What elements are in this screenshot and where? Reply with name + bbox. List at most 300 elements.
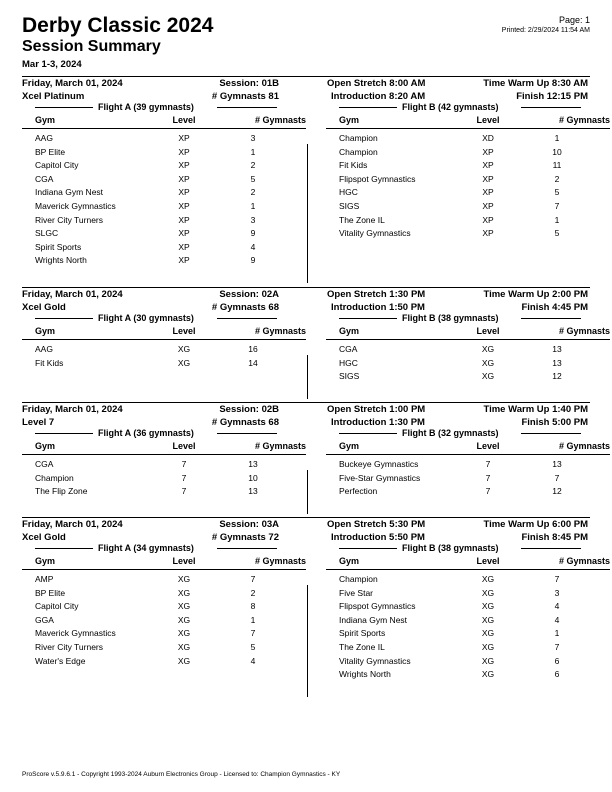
flight-a xyxy=(22,428,306,499)
table-row xyxy=(326,587,610,601)
gym-level: XG xyxy=(481,357,495,368)
table-row xyxy=(22,627,306,641)
open-stretch-time: Open Stretch 5:30 PM xyxy=(327,519,426,530)
gymnast-count: 1 xyxy=(250,614,256,625)
gym-level: XG xyxy=(177,357,191,368)
gym-name: Water's Edge xyxy=(35,655,86,666)
gym-level: XG xyxy=(481,344,495,354)
session-level: Xcel Platinum xyxy=(22,91,85,102)
introduction-time: Introduction 8:20 AM xyxy=(331,91,426,102)
col-gymnasts: # Gymnasts xyxy=(558,326,610,336)
gym-name: SIGS xyxy=(339,371,360,382)
gym-name: Fit Kids xyxy=(339,160,368,171)
report-subtitle: Session Summary xyxy=(22,38,161,55)
flight-title-text: Flight B (38 gymnasts) xyxy=(402,313,499,323)
flight-rows xyxy=(326,455,610,499)
gym-name: Indiana Gym Nest xyxy=(35,187,104,198)
gym-name: River City Turners xyxy=(35,641,104,652)
session-level: Level 7 xyxy=(22,417,55,428)
col-level: Level xyxy=(476,115,500,125)
gymnast-count: 10 xyxy=(552,146,562,157)
flight-divider xyxy=(307,355,308,399)
col-gymnasts: # Gymnasts xyxy=(558,115,610,125)
gym-name: AAG xyxy=(35,344,53,354)
flight-b xyxy=(326,102,610,241)
gym-level: XG xyxy=(177,614,191,625)
gym-name: SIGS xyxy=(339,200,360,211)
table-row xyxy=(326,200,610,214)
col-level: Level xyxy=(476,326,500,336)
table-row xyxy=(22,241,306,255)
gym-level: XG xyxy=(177,601,191,612)
table-row xyxy=(22,587,306,601)
title-rule-right xyxy=(217,107,277,108)
flight-title xyxy=(22,428,306,440)
warm-up-time: Time Warm Up 1:40 PM xyxy=(483,404,588,415)
table-row xyxy=(326,655,610,669)
title-rule-left xyxy=(35,548,93,549)
table-row xyxy=(326,132,610,146)
column-header xyxy=(22,114,306,129)
gym-name: Champion xyxy=(339,146,378,157)
table-row xyxy=(22,641,306,655)
flight-b xyxy=(326,313,610,384)
open-stretch-time: Open Stretch 1:00 PM xyxy=(327,404,426,415)
gym-level: XG xyxy=(177,574,191,584)
gym-name: Vitality Gymnastics xyxy=(339,228,411,239)
title-rule-right xyxy=(217,548,277,549)
gymnast-count: 1 xyxy=(554,133,560,143)
gymnast-count: 13 xyxy=(552,459,562,469)
gym-name: Spirit Sports xyxy=(339,628,386,639)
gym-level: XG xyxy=(177,344,191,354)
gym-name: Maverick Gymnastics xyxy=(35,628,116,639)
table-row xyxy=(22,614,306,628)
title-rule-left xyxy=(339,318,397,319)
col-level: Level xyxy=(172,556,196,566)
session-block xyxy=(22,76,610,266)
gym-level: XP xyxy=(178,133,190,143)
table-row xyxy=(326,668,610,682)
gym-name: The Zone IL xyxy=(339,214,385,225)
column-header xyxy=(22,555,306,570)
session-level: Xcel Gold xyxy=(22,532,66,543)
finish-time: Finish 5:00 PM xyxy=(521,417,588,428)
gymnast-count: 1 xyxy=(554,214,560,225)
col-level: Level xyxy=(476,441,500,451)
column-header xyxy=(326,440,610,455)
col-level: Level xyxy=(172,441,196,451)
gymnast-count: 7 xyxy=(554,472,560,483)
gymnast-count: 9 xyxy=(250,228,256,239)
gymnast-count: 6 xyxy=(554,655,560,666)
warm-up-time: Time Warm Up 6:00 PM xyxy=(483,519,588,530)
gym-name: Flipspot Gymnastics xyxy=(339,601,416,612)
table-row xyxy=(326,159,610,173)
flight-title xyxy=(326,428,610,440)
session-id: Session: 02A xyxy=(219,289,279,300)
table-row xyxy=(326,472,610,486)
gymnast-count: 4 xyxy=(250,241,256,252)
meet-title: Derby Classic 2024 xyxy=(22,14,214,37)
flight-title-text: Flight B (42 gymnasts) xyxy=(402,102,499,112)
gym-level: XP xyxy=(178,255,190,266)
gym-level: XG xyxy=(177,587,191,598)
title-rule-right xyxy=(217,318,277,319)
flight-title xyxy=(326,543,610,555)
flight-divider xyxy=(307,585,308,697)
session-date: Friday, March 01, 2024 xyxy=(22,78,123,89)
gym-name: GGA xyxy=(35,614,54,625)
gymnast-count: 12 xyxy=(552,486,562,497)
title-rule-left xyxy=(35,107,93,108)
gym-name: Perfection xyxy=(339,486,378,497)
gym-name: Capitol City xyxy=(35,160,79,171)
title-rule-left xyxy=(339,548,397,549)
gymnast-count: 7 xyxy=(250,628,256,639)
flight-divider xyxy=(307,470,308,514)
gym-name: The Zone IL xyxy=(339,641,385,652)
table-row xyxy=(22,573,306,587)
gym-name: Wrights North xyxy=(339,669,391,680)
gym-name: CGA xyxy=(35,173,54,184)
session-header xyxy=(22,76,590,103)
gymnast-count: 6 xyxy=(554,669,560,680)
column-header xyxy=(22,325,306,340)
flight-title xyxy=(22,313,306,325)
table-row xyxy=(326,370,610,384)
gymnast-count: 5 xyxy=(554,228,560,239)
gym-level: XP xyxy=(482,228,494,239)
table-row xyxy=(22,485,306,499)
flight-title-text: Flight B (38 gymnasts) xyxy=(402,543,499,553)
title-rule-right xyxy=(521,107,581,108)
session-date: Friday, March 01, 2024 xyxy=(22,289,123,300)
session-block xyxy=(22,517,610,680)
gymnast-count: 1 xyxy=(250,146,256,157)
gym-level: XG xyxy=(481,655,495,666)
col-gymnasts: # Gymnasts xyxy=(254,441,306,451)
gymnast-count: 12 xyxy=(552,371,562,382)
flight-divider xyxy=(307,144,308,283)
gym-level: XP xyxy=(178,228,190,239)
gym-level: XP xyxy=(482,214,494,225)
page-number: Page: 1 xyxy=(558,15,590,25)
warm-up-time: Time Warm Up 2:00 PM xyxy=(483,289,588,300)
col-gym: Gym xyxy=(35,326,56,336)
gymnast-count: 2 xyxy=(250,187,256,198)
col-gymnasts: # Gymnasts xyxy=(254,326,306,336)
gym-name: BP Elite xyxy=(35,146,66,157)
column-header xyxy=(326,114,610,129)
gym-name: Capitol City xyxy=(35,601,79,612)
gym-level: XP xyxy=(482,146,494,157)
col-gym: Gym xyxy=(339,326,360,336)
gymnast-count: 7 xyxy=(554,200,560,211)
table-row xyxy=(22,173,306,187)
gym-level: XG xyxy=(177,655,191,666)
gym-name: HGC xyxy=(339,187,358,198)
gym-level: XD xyxy=(482,133,494,143)
gym-name: AAG xyxy=(35,133,53,143)
flight-b xyxy=(326,428,610,499)
gym-name: Wrights North xyxy=(35,255,87,266)
flight-rows xyxy=(22,570,306,668)
gym-name: Champion xyxy=(339,133,378,143)
gymnast-count: 16 xyxy=(248,344,258,354)
gym-level: XP xyxy=(178,160,190,171)
table-row xyxy=(22,214,306,228)
title-rule-left xyxy=(35,318,93,319)
col-level: Level xyxy=(172,115,196,125)
open-stretch-time: Open Stretch 1:30 PM xyxy=(327,289,426,300)
gymnast-count: 5 xyxy=(250,641,256,652)
col-gym: Gym xyxy=(339,115,360,125)
col-gym: Gym xyxy=(339,441,360,451)
table-row xyxy=(326,227,610,241)
gym-name: CGA xyxy=(339,344,358,354)
footer-copyright: ProScore v.5.9.6.1 - Copyright 1993-2024 Auburn Electronics Group - Licensed to: Champion Gymnastics - KY xyxy=(22,771,341,778)
gymnast-count: 13 xyxy=(248,459,258,469)
col-level: Level xyxy=(476,556,500,566)
session-header xyxy=(22,402,590,429)
meet-dates: Mar 1-3, 2024 xyxy=(22,59,82,70)
gym-level: XP xyxy=(482,160,494,171)
gym-level: XG xyxy=(481,669,495,680)
gym-name: SLGC xyxy=(35,228,59,239)
gymnast-count: 14 xyxy=(248,357,258,368)
col-gymnasts: # Gymnasts xyxy=(558,441,610,451)
session-id: Session: 03A xyxy=(219,519,279,530)
table-row xyxy=(326,614,610,628)
gym-name: Buckeye Gymnastics xyxy=(339,459,419,469)
gym-name: HGC xyxy=(339,357,358,368)
flight-title-text: Flight A (39 gymnasts) xyxy=(98,102,194,112)
title-rule-left xyxy=(35,433,93,434)
table-row xyxy=(22,343,306,357)
table-row xyxy=(326,641,610,655)
gym-level: 7 xyxy=(485,459,491,469)
gym-name: River City Turners xyxy=(35,214,104,225)
gymnast-count: 2 xyxy=(554,173,560,184)
gym-level: XG xyxy=(481,628,495,639)
table-row xyxy=(22,132,306,146)
gym-level: XP xyxy=(482,187,494,198)
gym-level: XG xyxy=(481,371,495,382)
gym-level: XP xyxy=(178,200,190,211)
gymnast-count: 7 xyxy=(554,641,560,652)
title-rule-right xyxy=(217,433,277,434)
gym-level: XG xyxy=(481,574,495,584)
table-row xyxy=(326,343,610,357)
gymnast-count: 3 xyxy=(554,587,560,598)
gym-name: Five Star xyxy=(339,587,374,598)
table-row xyxy=(22,200,306,214)
gymnast-count: 9 xyxy=(250,255,256,266)
gymnast-count: 3 xyxy=(250,133,256,143)
gymnast-count: 2 xyxy=(250,587,256,598)
flight-a xyxy=(22,313,306,370)
flight-rows xyxy=(22,455,306,499)
gymnast-count: 13 xyxy=(552,357,562,368)
open-stretch-time: Open Stretch 8:00 AM xyxy=(327,78,426,89)
col-gym: Gym xyxy=(339,556,360,566)
flight-rows xyxy=(326,129,610,241)
introduction-time: Introduction 1:50 PM xyxy=(331,302,425,313)
flight-title-text: Flight B (32 gymnasts) xyxy=(402,428,499,438)
gym-level: XP xyxy=(178,146,190,157)
table-row xyxy=(22,600,306,614)
gym-name: Indiana Gym Nest xyxy=(339,614,408,625)
flight-rows xyxy=(22,340,306,370)
flight-title xyxy=(326,102,610,114)
column-header xyxy=(326,325,610,340)
gymnast-count: 4 xyxy=(554,614,560,625)
gym-level: 7 xyxy=(485,472,491,483)
flight-title xyxy=(22,543,306,555)
gym-name: Champion xyxy=(35,472,74,483)
table-row xyxy=(326,573,610,587)
gym-level: XP xyxy=(178,173,190,184)
title-rule-left xyxy=(339,107,397,108)
gymnast-count: 11 xyxy=(552,160,562,171)
table-row xyxy=(326,458,610,472)
session-block xyxy=(22,402,610,497)
gymnast-count: 8 xyxy=(250,601,256,612)
gymnast-count: 5 xyxy=(250,173,256,184)
flight-rows xyxy=(22,129,306,268)
table-row xyxy=(22,159,306,173)
flight-title xyxy=(22,102,306,114)
title-rule-right xyxy=(521,433,581,434)
session-gymnast-count: # Gymnasts 81 xyxy=(211,91,279,102)
flight-rows xyxy=(326,570,610,682)
table-row xyxy=(326,600,610,614)
gymnast-count: 3 xyxy=(250,214,256,225)
session-gymnast-count: # Gymnasts 68 xyxy=(211,302,279,313)
gym-level: XP xyxy=(178,214,190,225)
gym-name: The Flip Zone xyxy=(35,486,88,497)
gym-level: 7 xyxy=(181,459,187,469)
warm-up-time: Time Warm Up 8:30 AM xyxy=(483,78,588,89)
table-row xyxy=(326,485,610,499)
gymnast-count: 13 xyxy=(248,486,258,497)
gymnast-count: 10 xyxy=(248,472,258,483)
gym-level: 7 xyxy=(485,486,491,497)
gymnast-count: 13 xyxy=(552,344,562,354)
introduction-time: Introduction 5:50 PM xyxy=(331,532,425,543)
flight-rows xyxy=(326,340,610,384)
col-gymnasts: # Gymnasts xyxy=(558,556,610,566)
gym-name: Champion xyxy=(339,574,378,584)
session-date: Friday, March 01, 2024 xyxy=(22,519,123,530)
col-gym: Gym xyxy=(35,115,56,125)
session-header xyxy=(22,517,590,544)
col-gymnasts: # Gymnasts xyxy=(254,115,306,125)
column-header xyxy=(326,555,610,570)
gym-name: Maverick Gymnastics xyxy=(35,200,116,211)
col-gym: Gym xyxy=(35,441,56,451)
gym-level: XP xyxy=(178,241,190,252)
session-id: Session: 02B xyxy=(219,404,279,415)
title-rule-right xyxy=(521,318,581,319)
flight-title-text: Flight A (30 gymnasts) xyxy=(98,313,194,323)
gym-level: 7 xyxy=(181,472,187,483)
gym-level: XG xyxy=(481,614,495,625)
gym-level: XP xyxy=(482,200,494,211)
gymnast-count: 2 xyxy=(250,160,256,171)
table-row xyxy=(326,173,610,187)
session-header xyxy=(22,287,590,314)
title-rule-right xyxy=(521,548,581,549)
gym-level: XG xyxy=(177,628,191,639)
gym-name: CGA xyxy=(35,459,54,469)
flight-title xyxy=(326,313,610,325)
gym-name: Vitality Gymnastics xyxy=(339,655,411,666)
gym-level: XG xyxy=(481,601,495,612)
session-gymnast-count: # Gymnasts 68 xyxy=(211,417,279,428)
gym-name: Flipspot Gymnastics xyxy=(339,173,416,184)
session-date: Friday, March 01, 2024 xyxy=(22,404,123,415)
col-level: Level xyxy=(172,326,196,336)
table-row xyxy=(326,146,610,160)
flight-a xyxy=(22,102,306,268)
printed-timestamp: Printed: 2/29/2024 11:54 AM xyxy=(501,27,590,34)
table-row xyxy=(326,627,610,641)
gym-name: Fit Kids xyxy=(35,357,64,368)
flight-a xyxy=(22,543,306,668)
table-row xyxy=(22,254,306,268)
gym-name: BP Elite xyxy=(35,587,66,598)
table-row xyxy=(22,186,306,200)
session-gymnast-count: # Gymnasts 72 xyxy=(211,532,279,543)
flight-title-text: Flight A (34 gymnasts) xyxy=(98,543,194,553)
gym-level: XG xyxy=(481,587,495,598)
table-row xyxy=(326,186,610,200)
gymnast-count: 1 xyxy=(250,200,256,211)
table-row xyxy=(22,472,306,486)
gym-name: Spirit Sports xyxy=(35,241,82,252)
table-row xyxy=(22,227,306,241)
finish-time: Finish 4:45 PM xyxy=(521,302,588,313)
introduction-time: Introduction 1:30 PM xyxy=(331,417,425,428)
table-row xyxy=(22,458,306,472)
flight-title-text: Flight A (36 gymnasts) xyxy=(98,428,194,438)
session-level: Xcel Gold xyxy=(22,302,66,313)
flight-b xyxy=(326,543,610,682)
session-id: Session: 01B xyxy=(219,78,279,89)
table-row xyxy=(326,357,610,371)
col-gymnasts: # Gymnasts xyxy=(254,556,306,566)
gymnast-count: 5 xyxy=(554,187,560,198)
gym-level: XP xyxy=(482,173,494,184)
table-row xyxy=(326,214,610,228)
table-row xyxy=(22,357,306,371)
finish-time: Finish 12:15 PM xyxy=(516,91,588,102)
session-block xyxy=(22,287,610,382)
table-row xyxy=(22,146,306,160)
finish-time: Finish 8:45 PM xyxy=(521,532,588,543)
col-gym: Gym xyxy=(35,556,56,566)
gymnast-count: 1 xyxy=(554,628,560,639)
gymnast-count: 7 xyxy=(250,574,256,584)
column-header xyxy=(22,440,306,455)
gymnast-count: 7 xyxy=(554,574,560,584)
gymnast-count: 4 xyxy=(554,601,560,612)
title-rule-left xyxy=(339,433,397,434)
gym-level: 7 xyxy=(181,486,187,497)
gym-name: AMP xyxy=(35,574,54,584)
